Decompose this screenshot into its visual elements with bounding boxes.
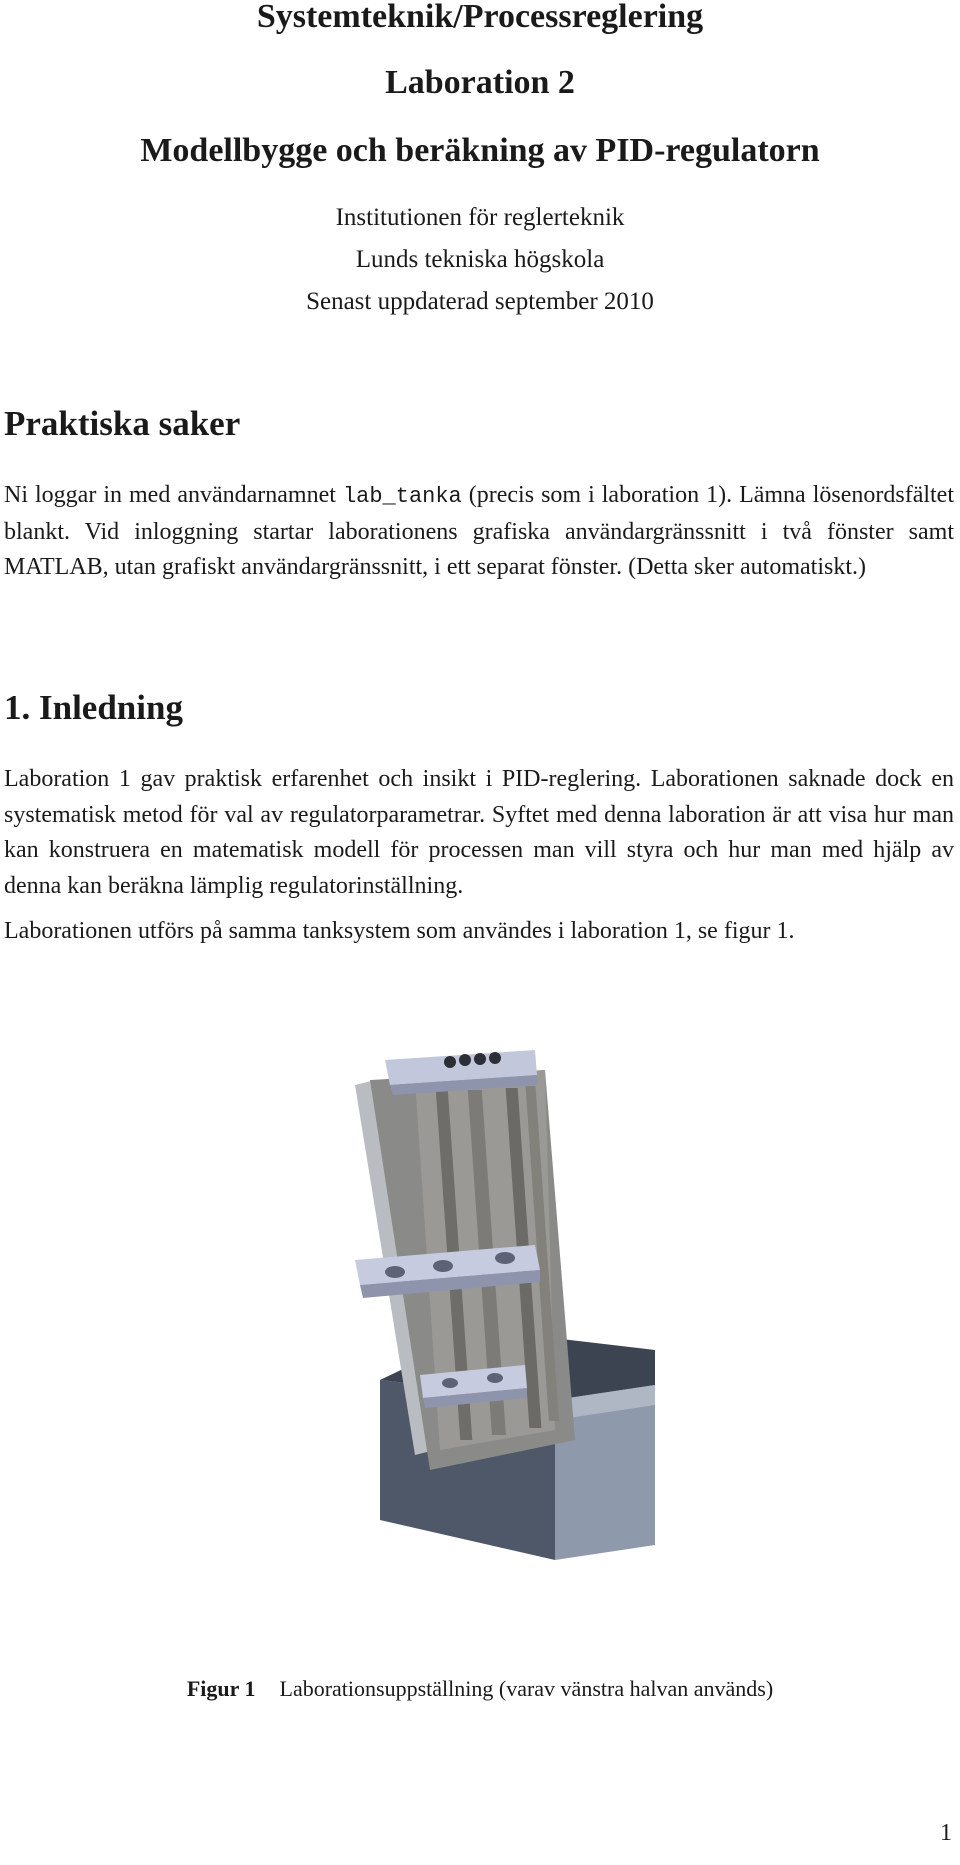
paragraph-praktiska — [4, 478, 954, 586]
paragraph-inledning-2: Laborationen utförs på samma tanksystem som användes i laboration 1, se figur 1. — [4, 918, 795, 944]
lab-title: Laboration 2 — [385, 64, 575, 101]
section-heading-inledning: 1. Inledning — [4, 688, 183, 727]
figure-caption-text: Laborationsuppställning (varav vänstra halvan används) — [279, 1676, 774, 1701]
middle-fitting-3 — [495, 1252, 515, 1264]
page-number: 1 — [940, 1820, 952, 1846]
institution: Institutionen för reglerteknik — [335, 204, 625, 231]
updated-date: Senast uppdaterad september 2010 — [306, 288, 654, 315]
figure-label: Figur 1 — [186, 1676, 256, 1701]
middle-fitting-1 — [385, 1266, 405, 1278]
bottom-fitting-1 — [442, 1378, 458, 1388]
middle-fitting-2 — [433, 1260, 453, 1272]
bottom-fitting-2 — [487, 1373, 503, 1383]
tank-system-figure — [355, 1050, 655, 1560]
fitting-1 — [444, 1056, 456, 1068]
course-title: Systemteknik/Processreglering — [256, 0, 704, 35]
paragraph-text-end: (precis som i laboration 1). Lämna lösenordsfältet blankt. Vid inloggning startar laborationens grafiska användargränssnitt i två fönster samt MATLAB, utan grafiskt användargränssnitt, i ett separat fönster. (Detta sker automatiskt.) — [4, 482, 955, 580]
fitting-4 — [489, 1052, 501, 1064]
fitting-3 — [474, 1053, 486, 1065]
figure-caption — [0, 1676, 960, 1702]
paragraph-text-start: Ni loggar in med användarnamnet — [4, 482, 343, 508]
paragraph-inledning-1: Laboration 1 gav praktisk erfarenhet och insikt i PID-reglering. Laborationen saknade dock en systematisk metod för val av regulatorparametrar. Syftet med denna laboration är att visa hur man kan konstruera en matematisk modell för processen man vill styra och hur man med hjälp av denna kan beräkna lämplig regulatorinställning. — [4, 766, 954, 899]
username-code: lab_tanka — [342, 484, 462, 509]
fitting-2 — [459, 1054, 471, 1066]
section-heading-praktiska: Praktiska saker — [4, 404, 241, 443]
university: Lunds tekniska högskola — [355, 246, 605, 273]
document-title: Modellbygge och beräkning av PID-regulatorn — [140, 132, 820, 169]
